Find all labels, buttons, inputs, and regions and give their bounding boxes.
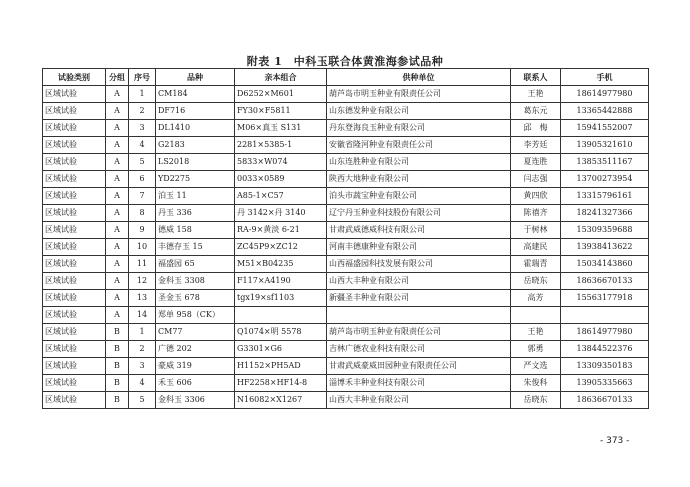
- cell-group: A: [106, 290, 129, 307]
- cell-variety: CM77: [156, 324, 235, 341]
- cell-variety: 金科玉 3306: [156, 392, 235, 409]
- cell-trial-type: 区域试验: [43, 154, 106, 171]
- cell-supplier: [327, 307, 511, 324]
- cell-phone: 18636670133: [561, 392, 649, 409]
- cell-contact: 葛东元: [511, 103, 561, 120]
- cell-serial: 2: [129, 103, 156, 120]
- header-supplier: 供种单位: [327, 69, 511, 86]
- cell-phone: 13365442888: [561, 103, 649, 120]
- cell-group: A: [106, 86, 129, 103]
- cell-contact: 邱 梅: [511, 120, 561, 137]
- cell-trial-type: 区域试验: [43, 222, 106, 239]
- cell-variety: 圣金玉 678: [156, 290, 235, 307]
- cell-serial: 10: [129, 239, 156, 256]
- cell-parent-cross: D6252×M601: [235, 86, 327, 103]
- cell-contact: 夏连胜: [511, 154, 561, 171]
- cell-supplier: 山西福盛园科技发展有限公司: [327, 256, 511, 273]
- cell-supplier: 安徽省隆河种业有限责任公司: [327, 137, 511, 154]
- cell-trial-type: 区域试验: [43, 137, 106, 154]
- cell-supplier: 泊头市蔬宝种业有限公司: [327, 188, 511, 205]
- cell-group: A: [106, 188, 129, 205]
- cell-serial: 14: [129, 307, 156, 324]
- cell-variety: DF716: [156, 103, 235, 120]
- cell-trial-type: 区域试验: [43, 290, 106, 307]
- cell-supplier: 新疆圣丰种业有限公司: [327, 290, 511, 307]
- table-row: [43, 205, 649, 222]
- cell-parent-cross: Q1074×明 5578: [235, 324, 327, 341]
- cell-contact: 高建民: [511, 239, 561, 256]
- cell-serial: 2: [129, 341, 156, 358]
- table-row: [43, 137, 649, 154]
- cell-trial-type: 区域试验: [43, 239, 106, 256]
- cell-supplier: 甘肃武威德威科技有限公司: [327, 222, 511, 239]
- cell-serial: 3: [129, 120, 156, 137]
- cell-parent-cross: F117×A4190: [235, 273, 327, 290]
- table-row: [43, 358, 649, 375]
- cell-phone: [561, 307, 649, 324]
- cell-serial: 1: [129, 324, 156, 341]
- cell-serial: 9: [129, 222, 156, 239]
- cell-group: A: [106, 137, 129, 154]
- cell-group: B: [106, 375, 129, 392]
- cell-supplier: 吉林广德农业科技有限公司: [327, 341, 511, 358]
- cell-supplier: 山西大丰种业有限公司: [327, 392, 511, 409]
- cell-contact: 于树林: [511, 222, 561, 239]
- cell-phone: 15563177918: [561, 290, 649, 307]
- cell-variety: 丹玉 336: [156, 205, 235, 222]
- cell-phone: 15309359688: [561, 222, 649, 239]
- table-row: [43, 154, 649, 171]
- table-row: [43, 120, 649, 137]
- cell-trial-type: 区域试验: [43, 307, 106, 324]
- cell-parent-cross: RA-9×黄淡 6-21: [235, 222, 327, 239]
- cell-supplier: 辽宁丹玉种业科技股份有限公司: [327, 205, 511, 222]
- cell-phone: 15034143860: [561, 256, 649, 273]
- cell-contact: 李芳廷: [511, 137, 561, 154]
- cell-phone: 13853511167: [561, 154, 649, 171]
- table-row: [43, 307, 649, 324]
- table-header-row: [43, 69, 649, 86]
- cell-parent-cross: H1152×PH5AD: [235, 358, 327, 375]
- cell-group: A: [106, 171, 129, 188]
- cell-serial: 7: [129, 188, 156, 205]
- page-number: - 373 -: [600, 436, 630, 446]
- cell-supplier: 山西大丰种业有限公司: [327, 273, 511, 290]
- table-row: [43, 324, 649, 341]
- cell-parent-cross: tgx19×sf1103: [235, 290, 327, 307]
- cell-parent-cross: 0033×0589: [235, 171, 327, 188]
- cell-phone: 13905335663: [561, 375, 649, 392]
- table-row: [43, 103, 649, 120]
- cell-supplier: 山东德发种业有限公司: [327, 103, 511, 120]
- cell-serial: 6: [129, 171, 156, 188]
- cell-supplier: 河南丰德康种业有限公司: [327, 239, 511, 256]
- cell-variety: 福盛园 65: [156, 256, 235, 273]
- cell-parent-cross: 丹 3142×丹 3140: [235, 205, 327, 222]
- table-row: [43, 256, 649, 273]
- cell-variety: DL1410: [156, 120, 235, 137]
- header-serial: 序号: [129, 69, 156, 86]
- cell-trial-type: 区域试验: [43, 103, 106, 120]
- cell-trial-type: 区域试验: [43, 375, 106, 392]
- cell-phone: 13700273954: [561, 171, 649, 188]
- cell-group: A: [106, 307, 129, 324]
- cell-trial-type: 区域试验: [43, 86, 106, 103]
- table-row: [43, 375, 649, 392]
- header-phone: 手机: [561, 69, 649, 86]
- cell-phone: 13844522376: [561, 341, 649, 358]
- cell-contact: 严文选: [511, 358, 561, 375]
- cell-supplier: 甘肃武威豪威田园种业有限责任公司: [327, 358, 511, 375]
- cell-group: A: [106, 205, 129, 222]
- header-trial-type: 试验类别: [43, 69, 106, 86]
- cell-group: A: [106, 256, 129, 273]
- cell-variety: 金科玉 3308: [156, 273, 235, 290]
- cell-serial: 12: [129, 273, 156, 290]
- table-row: [43, 171, 649, 188]
- cell-contact: 闫志强: [511, 171, 561, 188]
- cell-variety: 郑单 958（CK）: [156, 307, 235, 324]
- cell-contact: 岳晓东: [511, 392, 561, 409]
- cell-phone: 13315796161: [561, 188, 649, 205]
- table-body: [43, 86, 649, 409]
- cell-phone: 13309350183: [561, 358, 649, 375]
- table-row: [43, 392, 649, 409]
- cell-variety: YD2275: [156, 171, 235, 188]
- cell-group: A: [106, 120, 129, 137]
- cell-serial: 1: [129, 86, 156, 103]
- cell-trial-type: 区域试验: [43, 392, 106, 409]
- cell-serial: 4: [129, 375, 156, 392]
- header-contact: 联系人: [511, 69, 561, 86]
- table-row: [43, 341, 649, 358]
- cell-contact: 高芳: [511, 290, 561, 307]
- seed-variety-table: [42, 68, 649, 409]
- cell-variety: 德威 158: [156, 222, 235, 239]
- cell-group: B: [106, 392, 129, 409]
- cell-group: A: [106, 273, 129, 290]
- cell-parent-cross: M06×真玉 S131: [235, 120, 327, 137]
- cell-parent-cross: HF2258×HF14-8: [235, 375, 327, 392]
- cell-supplier: 丹东登海良玉种业有限公司: [327, 120, 511, 137]
- cell-trial-type: 区域试验: [43, 120, 106, 137]
- cell-variety: LS2018: [156, 154, 235, 171]
- cell-group: B: [106, 341, 129, 358]
- table-row: [43, 86, 649, 103]
- cell-contact: [511, 307, 561, 324]
- cell-phone: 18241327366: [561, 205, 649, 222]
- cell-group: A: [106, 103, 129, 120]
- cell-contact: 岳晓东: [511, 273, 561, 290]
- cell-variety: 丰德存玉 15: [156, 239, 235, 256]
- cell-group: A: [106, 154, 129, 171]
- cell-supplier: 山东连胜种业有限公司: [327, 154, 511, 171]
- cell-parent-cross: A85-1×C57: [235, 188, 327, 205]
- cell-trial-type: 区域试验: [43, 341, 106, 358]
- cell-phone: 13938413622: [561, 239, 649, 256]
- cell-supplier: 葫芦岛市明玉种业有限责任公司: [327, 324, 511, 341]
- cell-group: A: [106, 222, 129, 239]
- cell-trial-type: 区域试验: [43, 324, 106, 341]
- cell-contact: 王艳: [511, 86, 561, 103]
- cell-group: A: [106, 239, 129, 256]
- cell-group: B: [106, 358, 129, 375]
- cell-variety: 泊玉 11: [156, 188, 235, 205]
- cell-phone: 18636670133: [561, 273, 649, 290]
- cell-supplier: 葫芦岛市明玉种业有限责任公司: [327, 86, 511, 103]
- header-group: 分组: [106, 69, 129, 86]
- cell-trial-type: 区域试验: [43, 358, 106, 375]
- cell-variety: 豪威 319: [156, 358, 235, 375]
- cell-parent-cross: FY30×F5811: [235, 103, 327, 120]
- cell-contact: 霍瑞青: [511, 256, 561, 273]
- cell-phone: 13905321610: [561, 137, 649, 154]
- cell-supplier: 陕西大地种业有限公司: [327, 171, 511, 188]
- header-parent-cross: 亲本组合: [235, 69, 327, 86]
- cell-parent-cross: 2281×5385-1: [235, 137, 327, 154]
- cell-serial: 3: [129, 358, 156, 375]
- cell-trial-type: 区域试验: [43, 188, 106, 205]
- table-row: [43, 222, 649, 239]
- cell-group: B: [106, 324, 129, 341]
- cell-variety: G2183: [156, 137, 235, 154]
- cell-serial: 5: [129, 392, 156, 409]
- cell-serial: 5: [129, 154, 156, 171]
- cell-variety: CM184: [156, 86, 235, 103]
- cell-serial: 4: [129, 137, 156, 154]
- cell-phone: 18614977980: [561, 324, 649, 341]
- table-title: 附表 1 中科玉联合体黄淮海参试品种: [246, 55, 444, 68]
- cell-parent-cross: M51×B04235: [235, 256, 327, 273]
- table-row: [43, 290, 649, 307]
- table-row: [43, 188, 649, 205]
- cell-parent-cross: 5833×W074: [235, 154, 327, 171]
- cell-parent-cross: [235, 307, 327, 324]
- cell-phone: 15941552007: [561, 120, 649, 137]
- cell-contact: 陈禧齐: [511, 205, 561, 222]
- cell-trial-type: 区域试验: [43, 273, 106, 290]
- cell-serial: 8: [129, 205, 156, 222]
- cell-trial-type: 区域试验: [43, 256, 106, 273]
- cell-serial: 11: [129, 256, 156, 273]
- cell-contact: 黄四欣: [511, 188, 561, 205]
- table-row: [43, 239, 649, 256]
- header-variety: 品种: [156, 69, 235, 86]
- cell-parent-cross: G3301×G6: [235, 341, 327, 358]
- cell-trial-type: 区域试验: [43, 171, 106, 188]
- cell-contact: 王艳: [511, 324, 561, 341]
- cell-contact: 朱俊科: [511, 375, 561, 392]
- table-row: [43, 273, 649, 290]
- cell-variety: 禾玉 606: [156, 375, 235, 392]
- cell-phone: 18614977980: [561, 86, 649, 103]
- cell-serial: 13: [129, 290, 156, 307]
- cell-contact: 郭勇: [511, 341, 561, 358]
- cell-parent-cross: ZC45P9×ZC12: [235, 239, 327, 256]
- cell-trial-type: 区域试验: [43, 205, 106, 222]
- cell-supplier: 淄博禾丰种业科技有限公司: [327, 375, 511, 392]
- cell-variety: 广德 202: [156, 341, 235, 358]
- cell-parent-cross: N16082×X1267: [235, 392, 327, 409]
